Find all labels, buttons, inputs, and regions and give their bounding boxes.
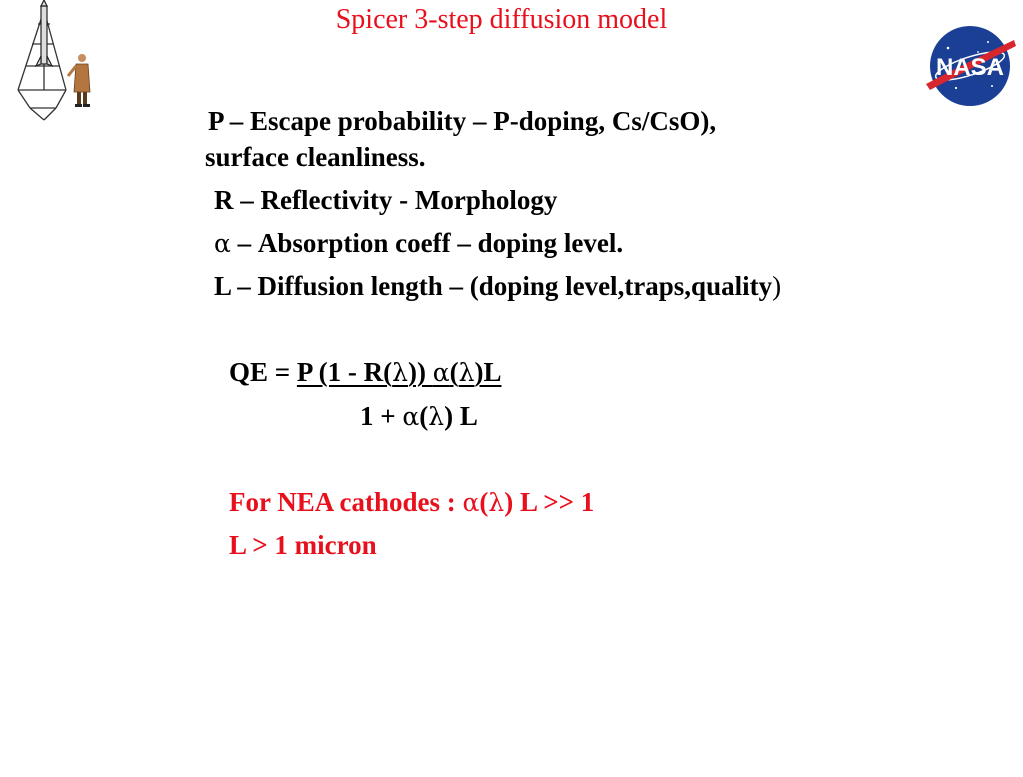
- escape-probability-line: [208, 105, 716, 137]
- qe-denominator-line: [360, 400, 478, 433]
- nasa-logo-text: NASA: [935, 54, 1005, 81]
- absorption-text: – Absorption coeff – doping level.: [237, 228, 624, 258]
- qe-num-part-d: )L: [474, 357, 502, 387]
- qe-num-part-b: )): [408, 357, 433, 387]
- nasa-logo-icon: [918, 22, 1022, 110]
- nea-text-c: ) L >> 1: [504, 487, 595, 517]
- reflectivity-text: R – Reflectivity - Morphology: [214, 185, 558, 215]
- nea-text-b: (: [479, 487, 489, 517]
- diffusion-length-line: [214, 270, 781, 302]
- slide-title-text: Spicer 3-step diffusion model: [335, 4, 668, 35]
- diffusion-length-text: L – Diffusion length – (doping level,traps,quality: [214, 271, 773, 301]
- lambda-symbol: λ: [458, 358, 475, 387]
- alpha-symbol: α: [462, 488, 480, 517]
- qe-lhs: QE =: [229, 357, 297, 387]
- nea-condition-line: [229, 486, 594, 519]
- lambda-symbol: λ: [428, 402, 445, 431]
- qe-den-part-c: ) L: [444, 401, 478, 431]
- qe-numerator: [297, 357, 502, 387]
- micron-line: [229, 529, 377, 561]
- nea-text-a: For NEA cathodes :: [229, 487, 463, 517]
- qe-den-part-a: 1 +: [360, 401, 403, 431]
- qe-num-part-a: P (1 - R(: [296, 357, 393, 387]
- alpha-symbol: α: [214, 229, 231, 258]
- lambda-symbol: λ: [488, 488, 505, 517]
- micron-text: L > 1 micron: [229, 530, 377, 560]
- alpha-symbol: α: [432, 358, 450, 387]
- qe-den-part-b: (: [419, 401, 429, 431]
- absorption-line: [214, 227, 623, 260]
- alpha-symbol: α: [402, 402, 420, 431]
- surface-cleanliness-text: surface cleanliness.: [205, 142, 426, 172]
- reflectivity-line: [214, 184, 557, 216]
- slide-title: [0, 4, 1023, 36]
- qe-numerator-line: [229, 356, 501, 389]
- escape-probability-text: P – Escape probability – P-doping, Cs/CsO),: [208, 106, 717, 136]
- qe-num-part-c: (: [449, 357, 459, 387]
- lambda-symbol: λ: [392, 358, 408, 387]
- surface-cleanliness-line: [205, 141, 425, 173]
- diffusion-length-close: ): [772, 271, 782, 301]
